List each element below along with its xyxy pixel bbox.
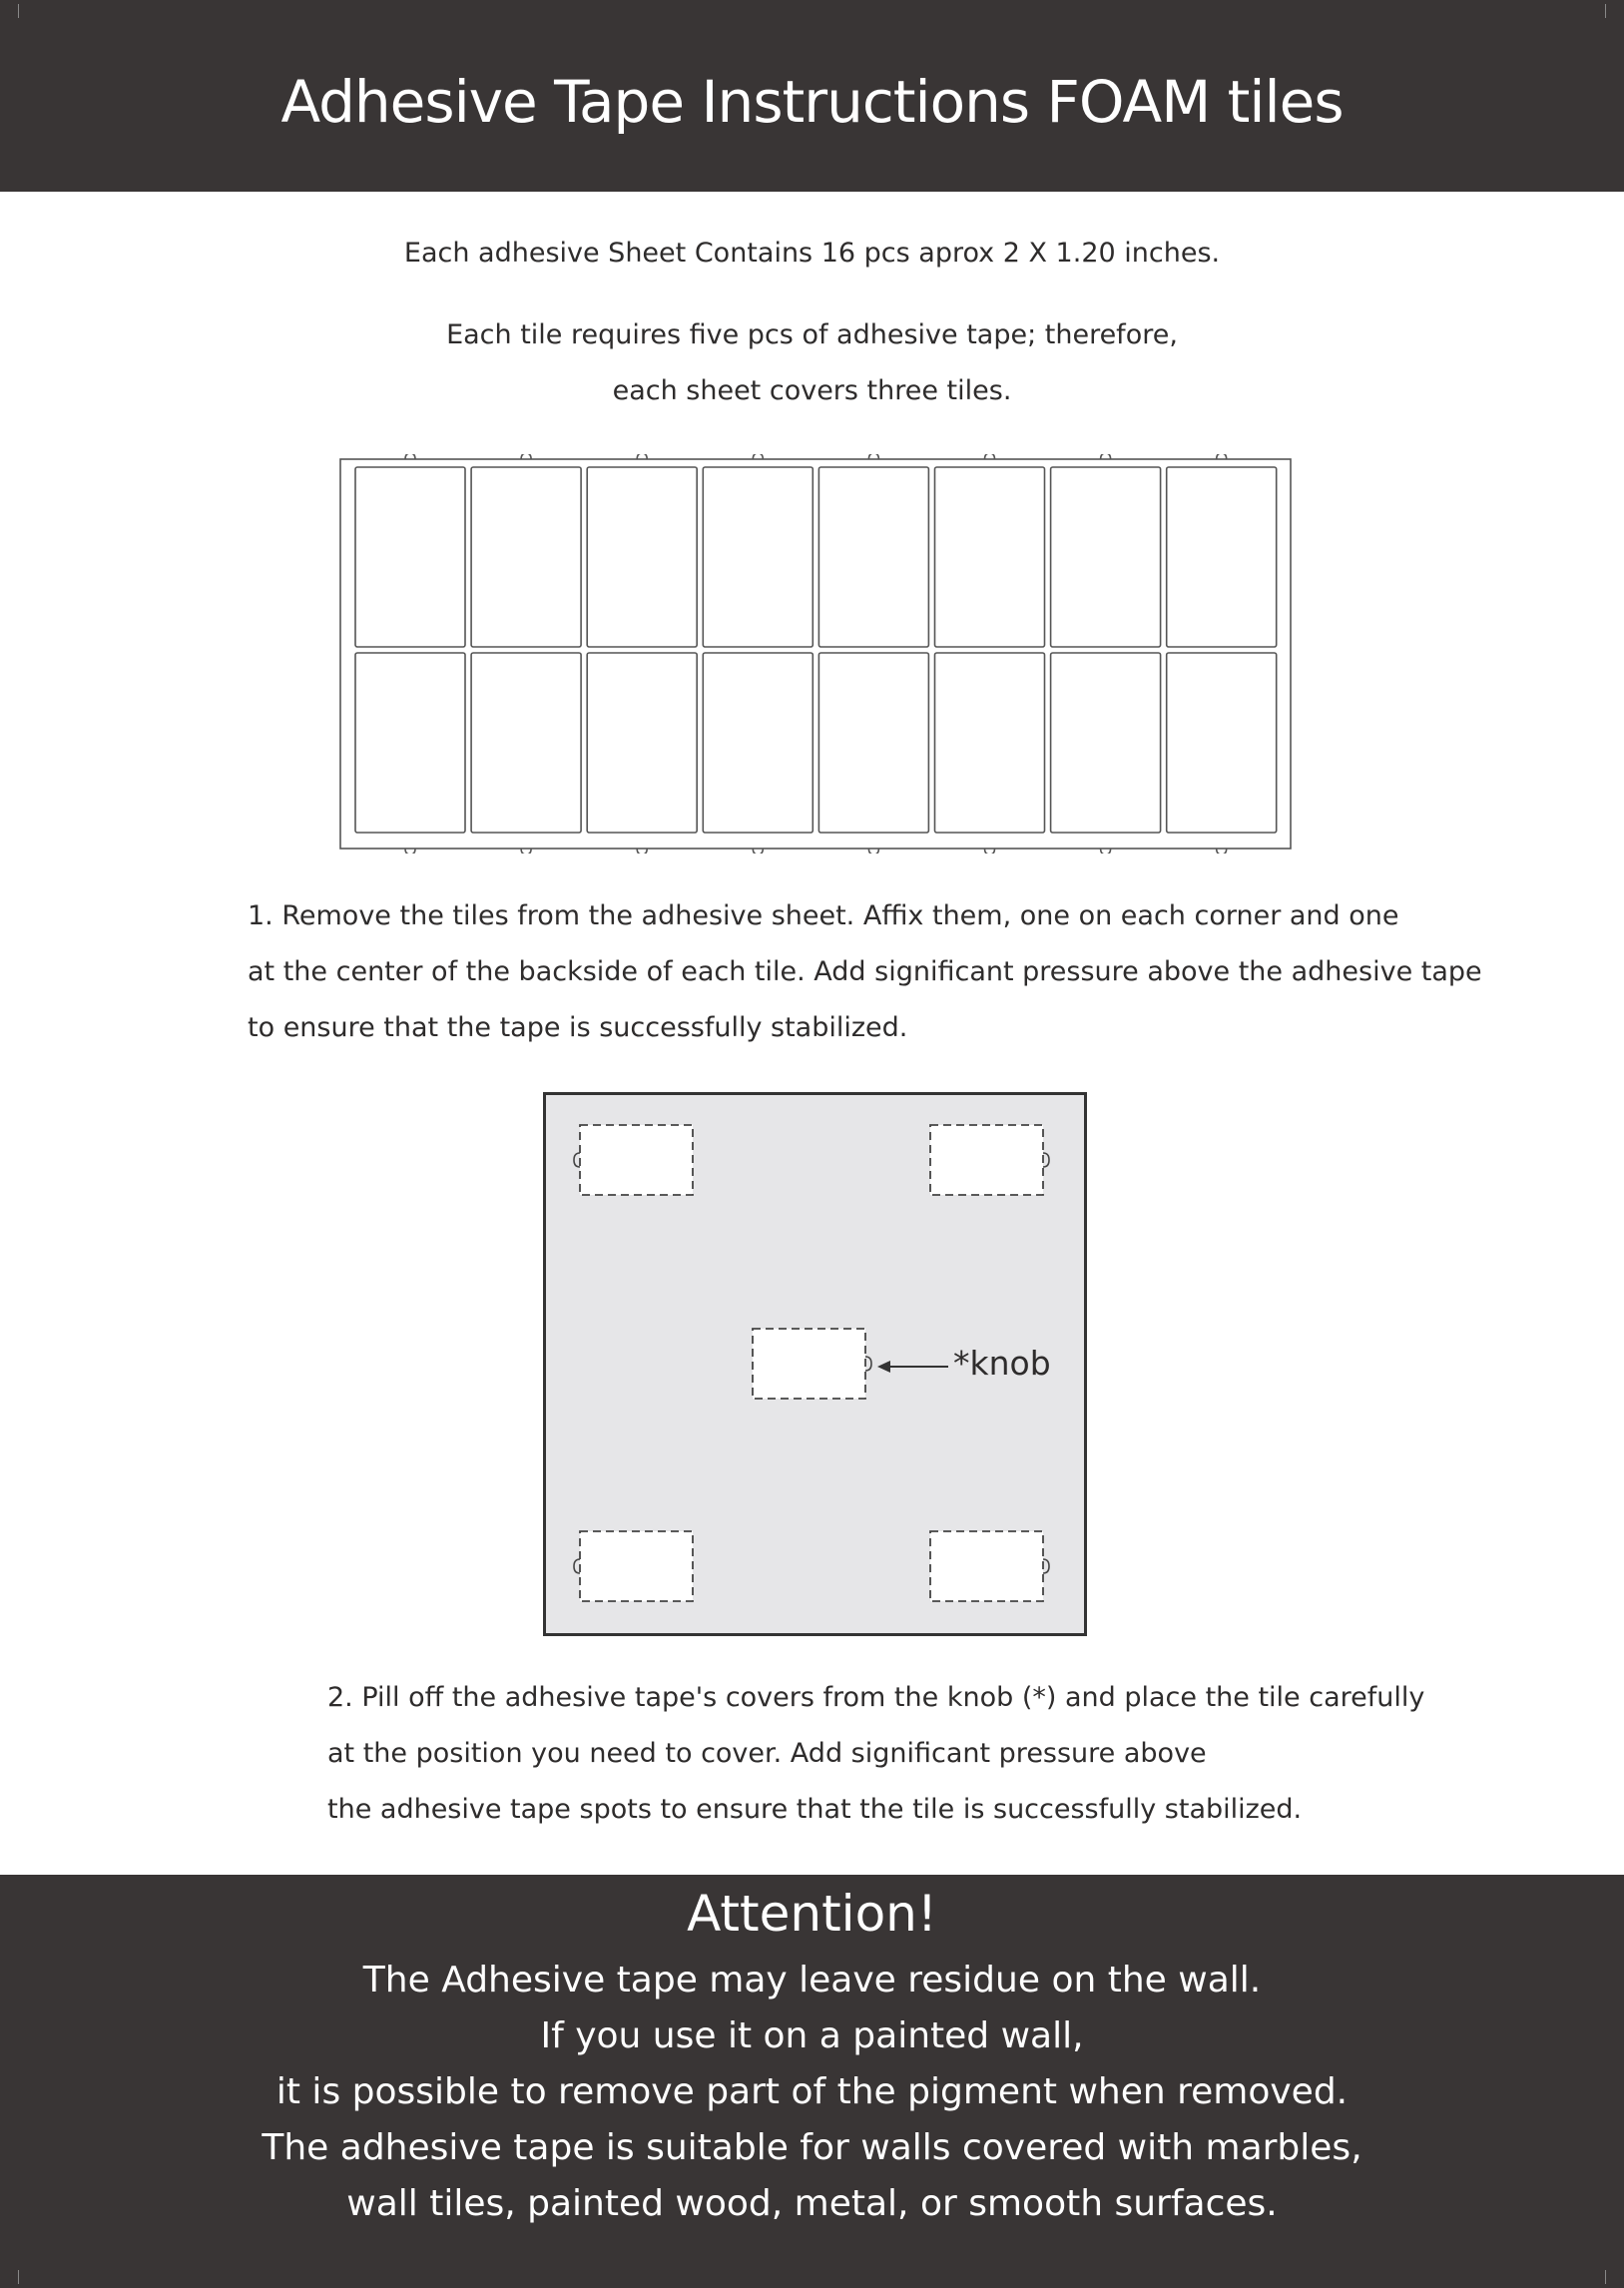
attention-text	[0, 1953, 1624, 2232]
step-2-line-3: the adhesive tape spots to ensure that the tile is successfully stabilized.	[327, 1794, 1303, 1825]
sheet-outline	[340, 459, 1291, 849]
intro-tape-per-tile: Each tile requires five pcs of adhesive tape; therefore,	[446, 319, 1178, 350]
step-2-line-2: at the position you need to cover. Add significant pressure above	[327, 1738, 1207, 1769]
adhesive-piece	[471, 467, 581, 647]
adhesive-piece	[935, 467, 1045, 647]
adhesive-piece	[1167, 653, 1277, 833]
intro-sheet-coverage: each sheet covers three tiles.	[612, 375, 1012, 406]
adhesive-piece	[1167, 467, 1277, 647]
crop-mark-top-left	[4, 4, 19, 18]
center-tape-piece	[753, 1329, 865, 1399]
adhesive-piece	[587, 653, 697, 833]
step-1-line-3: to ensure that the tape is successfully stabilized.	[248, 1012, 908, 1043]
adhesive-piece	[471, 653, 581, 833]
attention-line: If you use it on a painted wall,	[540, 2015, 1084, 2056]
corner-tape-piece	[580, 1125, 693, 1195]
corner-tape-piece	[930, 1531, 1043, 1601]
adhesive-piece	[703, 653, 812, 833]
knob-label: *knob	[953, 1344, 1051, 1383]
attention-line: The adhesive tape is suitable for walls covered with marbles,	[262, 2127, 1362, 2168]
corner-tape-piece	[580, 1531, 693, 1601]
attention-line: wall tiles, painted wood, metal, or smooth surfaces.	[346, 2183, 1278, 2224]
adhesive-piece	[935, 653, 1045, 833]
adhesive-piece	[355, 467, 465, 647]
adhesive-piece	[587, 467, 697, 647]
adhesive-piece	[818, 467, 928, 647]
corner-tape-piece	[930, 1125, 1043, 1195]
attention-title: Attention!	[687, 1885, 937, 1943]
step-2-line-1: 2. Pill off the adhesive tape's covers from the knob (*) and place the tile carefully	[327, 1682, 1425, 1713]
page-title: Adhesive Tape Instructions FOAM tiles	[280, 68, 1344, 136]
title-banner	[0, 0, 1624, 192]
crop-mark-bottom-right	[1605, 2270, 1620, 2284]
adhesive-piece	[818, 653, 928, 833]
step-1-instructions	[248, 888, 1482, 1056]
step-1-line-1: 1. Remove the tiles from the adhesive sheet. Affix them, one on each corner and one	[248, 900, 1399, 931]
attention-line: it is possible to remove part of the pigment when removed.	[275, 2071, 1349, 2112]
intro-sheet-contents: Each adhesive Sheet Contains 16 pcs aprox 2 X 1.20 inches.	[403, 238, 1221, 269]
crop-mark-bottom-left	[4, 2270, 19, 2284]
attention-line: The Adhesive tape may leave residue on the wall.	[362, 1960, 1262, 2001]
attention-banner	[0, 1875, 1624, 2288]
step-1-line-2: at the center of the backside of each tile. Add significant pressure above the adhesive tape	[248, 956, 1482, 987]
crop-mark-top-right	[1605, 4, 1620, 18]
adhesive-piece	[355, 653, 465, 833]
adhesive-piece	[703, 467, 812, 647]
adhesive-sheet-diagram	[335, 454, 1294, 854]
adhesive-piece	[1051, 467, 1161, 647]
adhesive-piece	[1051, 653, 1161, 833]
step-2-instructions	[327, 1670, 1424, 1838]
